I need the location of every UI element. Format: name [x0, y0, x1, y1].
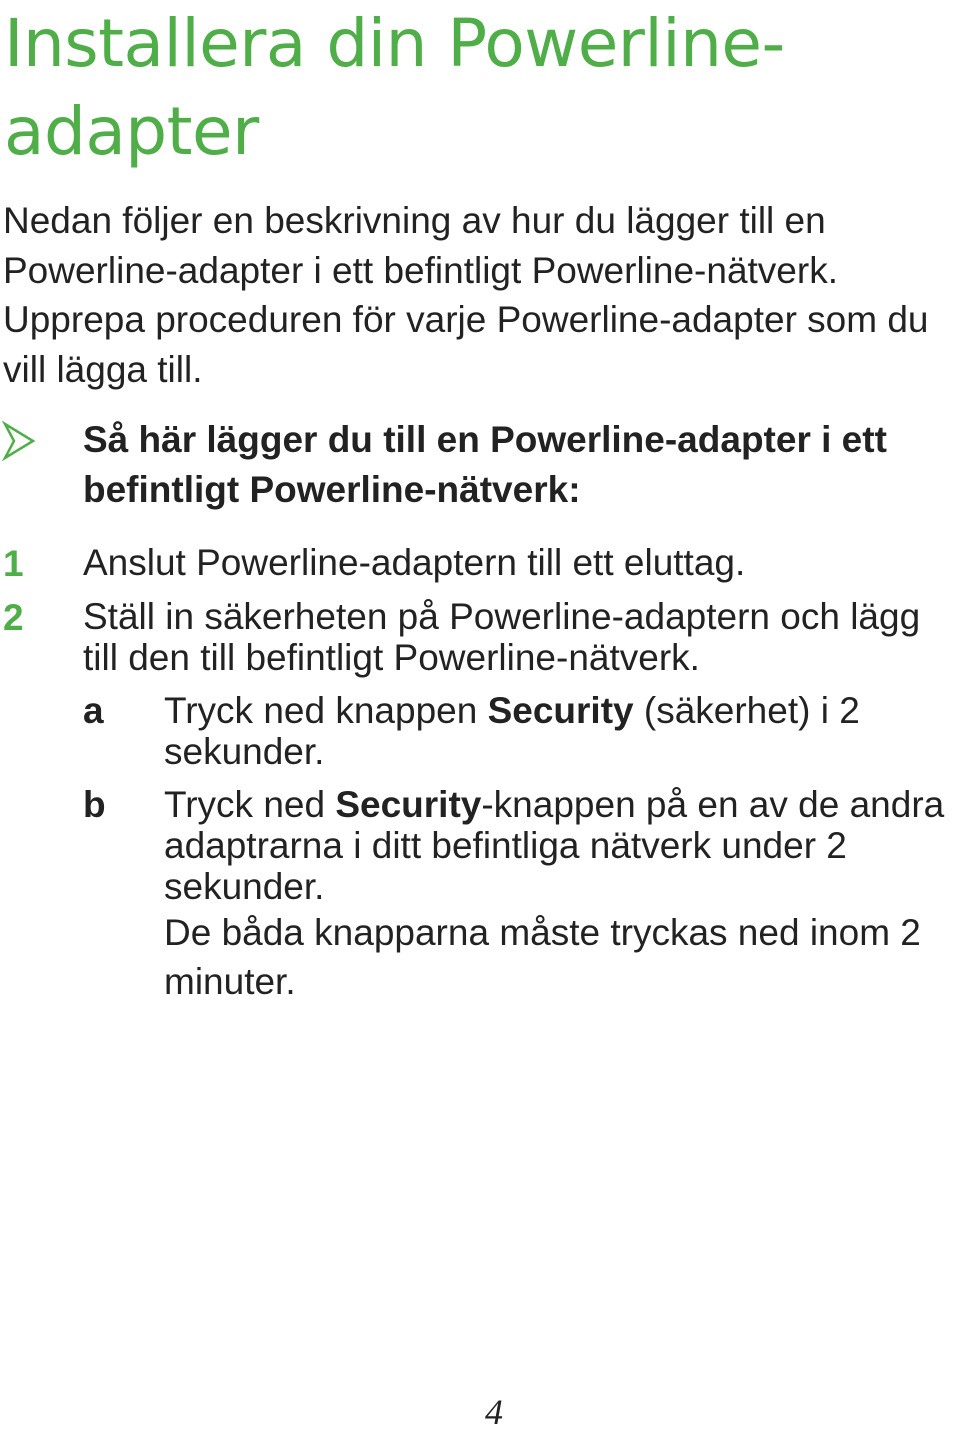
step-number: 1: [3, 543, 24, 584]
page-number: 4: [485, 1392, 503, 1432]
security-button-label: Security: [335, 784, 482, 825]
substep-letter: b: [83, 784, 106, 825]
page-title: Installera din Powerline-adapter: [4, 5, 785, 170]
intro-paragraph: Nedan följer en beskrivning av hur du lägger till en Powerline-adapter i ett befintligt Powerline-nätverk. Upprepa proceduren för varje Powerline-adapter som du vill lägga till.: [3, 200, 929, 390]
arrow-right-outline-icon: [2, 421, 36, 461]
procedure-heading: Så här lägger du till en Powerline-adapter i ett befintligt Powerline-nätverk:: [83, 419, 887, 510]
timing-note: De båda knapparna måste tryckas ned inom 2 minuter.: [164, 912, 921, 1002]
procedure-header: [0, 415, 960, 515]
substep-letter: a: [83, 690, 104, 731]
security-button-label: Security: [487, 690, 634, 731]
step-text: Anslut Powerline-adaptern till ett eluttag.: [83, 542, 746, 583]
substep-text: Tryck ned Security-knappen på en av de andra adaptrarna i ditt befintliga nätverk under 2 sekunder.: [164, 784, 945, 907]
step-text: Ställ in säkerheten på Powerline-adaptern och lägg till den till befintligt Powerline-nätverk.: [83, 596, 921, 678]
substep-text: Tryck ned knappen Security (säkerhet) i 2 sekunder.: [164, 690, 860, 772]
step-number: 2: [3, 597, 24, 638]
